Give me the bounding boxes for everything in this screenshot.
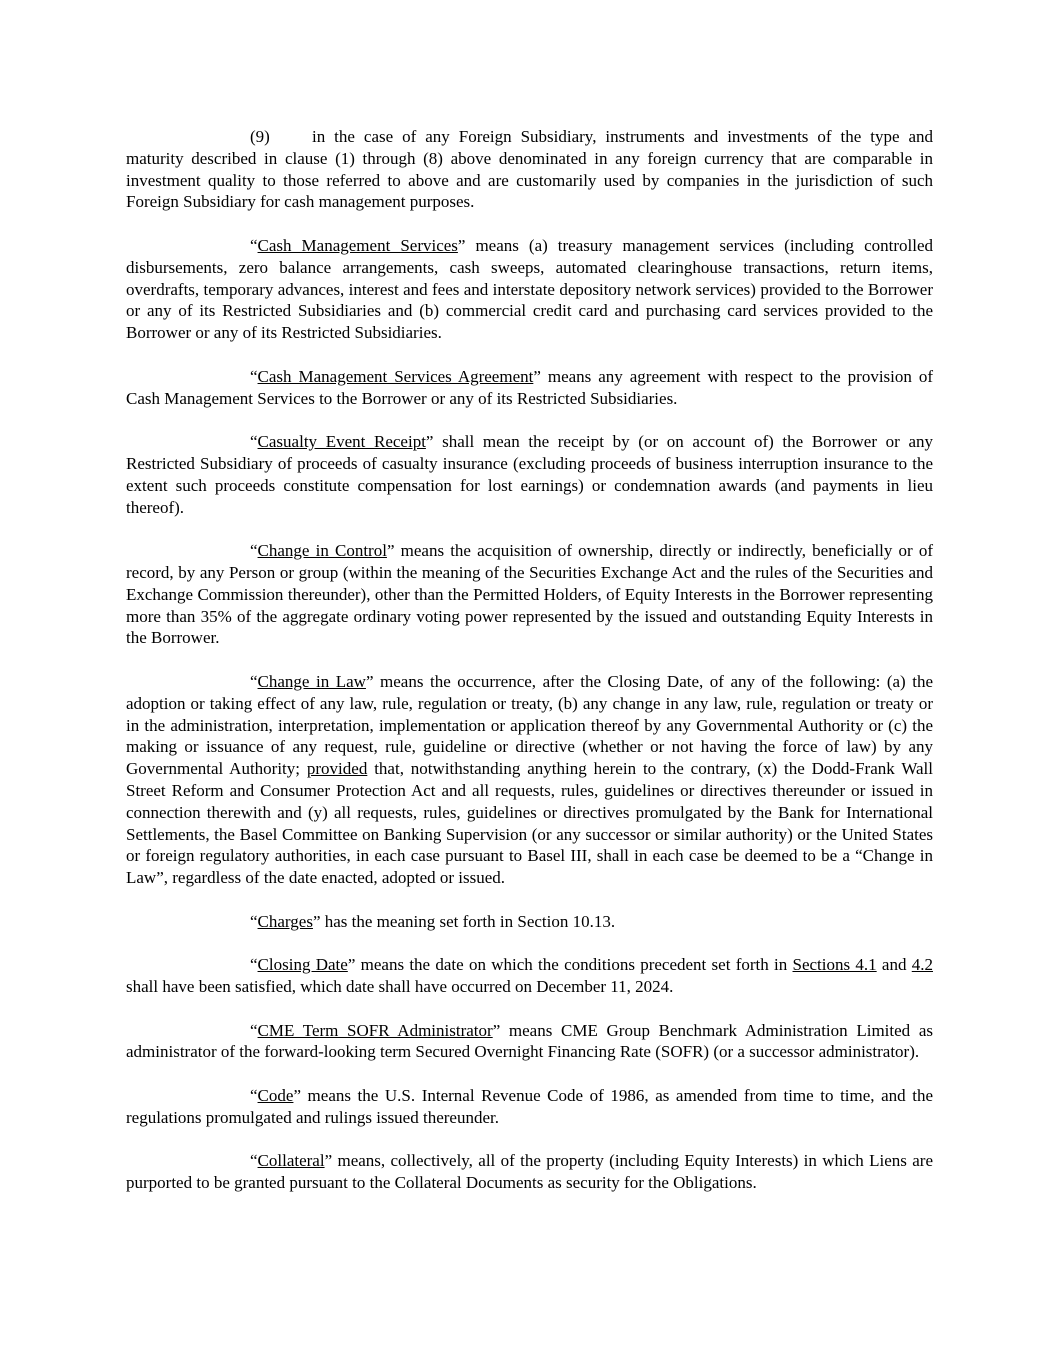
definition-text: ” means the occurrence, after the Closing Date, of any of the following: (a) the adoption or taking effect of any law, rule, regulation or treaty, (b) any change in any law, rule, regulation or treaty or in the administration, interpretation, implementation or application thereof by any Governmental Authority or (c) the making or issuance of any request, rule, guideline or directive (whether or not having the force of law) by any Governmental Authority;: [126, 671, 934, 779]
clause-text: in the case of any Foreign Subsidiary, instruments and investments of the type and maturity described in clause (1) through (8) above denominated in any foreign currency that are comparable in investment quality to those referred to above and are customarily used by companies in the jurisdiction of such Foreign Subsidiary for cash management purposes.: [126, 127, 933, 212]
definition-charges: [126, 911, 933, 933]
definition-code: [126, 1085, 933, 1129]
clause-number: (9): [250, 127, 270, 146]
definition-text-and: and: [876, 955, 912, 975]
definition-text: ” has the meaning set forth in Section 10.13.: [312, 911, 616, 931]
open-quote: “: [250, 1086, 258, 1106]
defined-term: Cash Management Services Agreement: [257, 366, 534, 386]
open-quote: “: [250, 671, 258, 691]
definition-cash-management-services-agreement: [126, 366, 933, 410]
definition-text: ” shall mean the receipt by (or on account of) the Borrower or any Restricted Subsidiary of proceeds of casualty insurance (excluding proceeds of business interruption insurance to the extent such proceeds constitute compensation for lost earnings) or condemnation awards (and payments in lieu thereof).: [126, 432, 933, 517]
definition-text: ” means, collectively, all of the property (including Equity Interests) in which Liens are purported to be granted pursuant to the Collateral Documents as security for the Obligations.: [126, 1151, 933, 1193]
definition-change-in-law: [126, 671, 933, 889]
section-reference: 4.2: [911, 955, 933, 975]
open-quote: “: [250, 541, 258, 561]
definition-text-continued: shall have been satisfied, which date shall have occurred on December 11, 2024.: [126, 977, 674, 997]
definition-text-continued: that, notwithstanding anything herein to the contrary, (x) the Dodd-Frank Wall Street Reform and Consumer Protection Act and all requests, rules, guidelines or directives thereunder or issued in connection therewith and (y) all requests, rules, guidelines or directives promulgated by the Bank for International Settlements, the Basel Committee on Banking Supervision (or any successor or similar authority) or the United States or foreign regulatory authorities, in each case pursuant to Basel III, shall in each case be deemed to be a “Change in Law”, regardless of the date enacted, adopted or issued.: [126, 759, 933, 888]
clause-9-paragraph: [126, 126, 933, 213]
definition-text: ” means CME Group Benchmark Administration Limited as administrator of the forward-looking term Secured Overnight Financing Rate (SOFR) (or a successor administrator).: [126, 1020, 933, 1062]
defined-term: Code: [257, 1086, 294, 1106]
definition-text: ” means the date on which the conditions precedent set forth in: [347, 955, 793, 975]
definition-cash-management-services: [126, 235, 933, 344]
defined-term: Cash Management Services: [257, 235, 458, 255]
open-quote: “: [250, 1020, 258, 1040]
provided-term: provided: [306, 759, 368, 779]
defined-term: CME Term SOFR Administrator: [257, 1020, 493, 1040]
open-quote: “: [250, 366, 258, 386]
open-quote: “: [250, 235, 258, 255]
definition-closing-date: [126, 954, 933, 998]
definition-text: ” means (a) treasury management services (including controlled disbursements, zero balance arrangements, cash sweeps, automated clearinghouse transactions, return items, overdrafts, temporary advances, interest and fees and interstate depository network services) provided to the Borrower or any of its Restricted Subsidiaries and (b) commercial credit card and purchasing card services provided to the Borrower or any of its Restricted Subsidiaries.: [126, 235, 933, 343]
document-page: [126, 126, 933, 1216]
open-quote: “: [250, 955, 258, 975]
defined-term: Casualty Event Receipt: [257, 432, 426, 452]
open-quote: “: [250, 911, 258, 931]
open-quote: “: [250, 1151, 258, 1171]
definition-text: ” means the acquisition of ownership, directly or indirectly, beneficially or of record, by any Person or group (within the meaning of the Securities Exchange Act and the rules of the Securities and Exchange Commission thereunder), other than the Permitted Holders, of Equity Interests in the Borrower representing more than 35% of the aggregate ordinary voting power represented by the issued and outstanding Equity Interests in the Borrower.: [126, 541, 933, 648]
defined-term: Change in Control: [257, 541, 387, 561]
defined-term: Closing Date: [257, 955, 348, 975]
open-quote: “: [250, 432, 258, 452]
defined-term: Charges: [257, 911, 313, 931]
defined-term: Change in Law: [257, 671, 366, 691]
definition-text: ” means the U.S. Internal Revenue Code of 1986, as amended from time to time, and the regulations promulgated and rulings issued thereunder.: [126, 1086, 933, 1127]
definition-change-in-control: [126, 540, 933, 649]
definition-casualty-event-receipt: [126, 431, 933, 518]
defined-term: Collateral: [257, 1151, 325, 1171]
definition-cme-term-sofr-administrator: [126, 1020, 933, 1064]
definition-text: ” means any agreement with respect to the provision of Cash Management Services to the Borrower or any of its Restricted Subsidiaries.: [126, 366, 934, 408]
section-reference: Sections 4.1: [792, 955, 877, 975]
definition-collateral: [126, 1150, 933, 1194]
